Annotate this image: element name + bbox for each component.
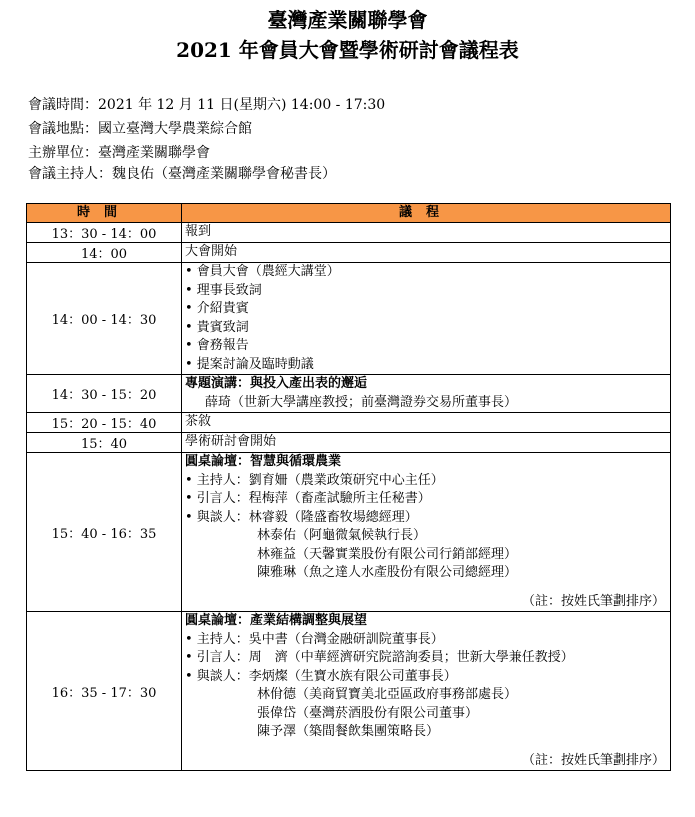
agenda-bullet: • 介紹貴賓 [185, 301, 249, 316]
table-row [27, 263, 671, 375]
row-time: 14：00 [27, 243, 182, 263]
agenda-item: 報到 [185, 224, 212, 240]
forum-title: 圓桌論壇：智慧與循環農業 [185, 454, 342, 469]
table-row [27, 433, 671, 453]
agenda-bullet: • 提案討論及臨時動議 [185, 356, 314, 372]
table-row [27, 223, 671, 243]
forum-moderator: • 主持人：劉育姍（農業政策研究中心主任） [185, 472, 444, 488]
forum-moderator: • 主持人：吳中書（台灣金融研訓院董事長） [185, 631, 444, 647]
agenda-item: 學術研討會開始 [185, 434, 277, 450]
meeting-time: 會議時間：2021 年 12 月 11 日(星期六) 14:00 - 17:30 [28, 97, 386, 113]
meeting-place: 會議地點：國立臺灣大學農業綜合館 [28, 121, 252, 137]
forum-title: 圓桌論壇：產業結構調整與展望 [185, 613, 368, 628]
table-header-row [27, 204, 671, 223]
agenda-table [26, 203, 671, 771]
forum-panelist: 陳雅琳（魚之達人水產股份有限公司總經理） [257, 565, 518, 580]
organizer: 主辦單位：臺灣產業關聯學會 [28, 145, 210, 161]
org-title: 臺灣產業關聯學會 [267, 8, 428, 32]
agenda-bullet: • 會員大會（農經大講堂） [185, 264, 340, 279]
keynote-speaker: 薛琦（世新大學講座教授；前臺灣證券交易所董事長） [205, 394, 518, 410]
forum-panelist: 張偉岱（臺灣菸酒股份有限公司董事） [257, 705, 479, 721]
forum-panelist: 林佾德（美商貿寶美北亞區政府事務部處長） [257, 687, 518, 702]
forum-panelist: 林雍益（天馨實業股份有限公司行銷部經理） [257, 546, 518, 562]
row-time: 15：20 - 15：40 [27, 413, 182, 433]
row-time: 16：35 - 17：30 [27, 612, 182, 771]
forum-panelist: • 與談人：林睿毅（隆盛畜牧場總經理） [185, 509, 418, 525]
row-time: 14：00 - 14：30 [27, 263, 182, 375]
table-row [27, 453, 671, 612]
row-time: 14：30 - 15：20 [27, 375, 182, 413]
meeting-host: 會議主持人：魏良佑（臺灣產業關聯學會秘書長） [28, 166, 336, 182]
row-time: 15：40 - 16：35 [27, 453, 182, 612]
keynote-title: 專題演講：與投入產出表的邂逅 [185, 376, 368, 391]
sort-note: （註：按姓氏筆劃排序） [521, 752, 665, 768]
agenda-item: 茶敘 [185, 414, 212, 430]
table-row [27, 243, 671, 263]
forum-introducer: • 引言人：周 濟（中華經濟研究院諮詢委員；世新大學兼任教授） [185, 650, 574, 665]
agenda-bullet: • 會務報告 [185, 338, 249, 353]
table-row [27, 413, 671, 433]
forum-panelist: 林泰佑（阿龜微氣候執行長） [257, 528, 427, 543]
table-row [27, 375, 671, 413]
event-title: 2021 年會員大會暨學術研討會議程表 [176, 38, 519, 62]
forum-panelist: • 與談人：李炳燦（生寶水族有限公司董事長） [185, 668, 457, 684]
agenda-bullet: • 理事長致詞 [185, 282, 262, 298]
sort-note: （註：按姓氏筆劃排序） [521, 593, 665, 609]
table-row [27, 612, 671, 771]
header-time: 時間 [27, 204, 182, 223]
forum-introducer: • 引言人：程梅萍（畜產試驗所主任秘書） [185, 491, 431, 506]
header-agenda: 議程 [182, 204, 671, 223]
row-time: 13：30 - 14：00 [27, 223, 182, 243]
row-time: 15：40 [27, 433, 182, 453]
agenda-bullet: • 貴賓致詞 [185, 319, 249, 335]
forum-panelist: 陳予澤（築間餐飲集團策略長） [257, 724, 440, 739]
agenda-item: 大會開始 [185, 244, 238, 260]
